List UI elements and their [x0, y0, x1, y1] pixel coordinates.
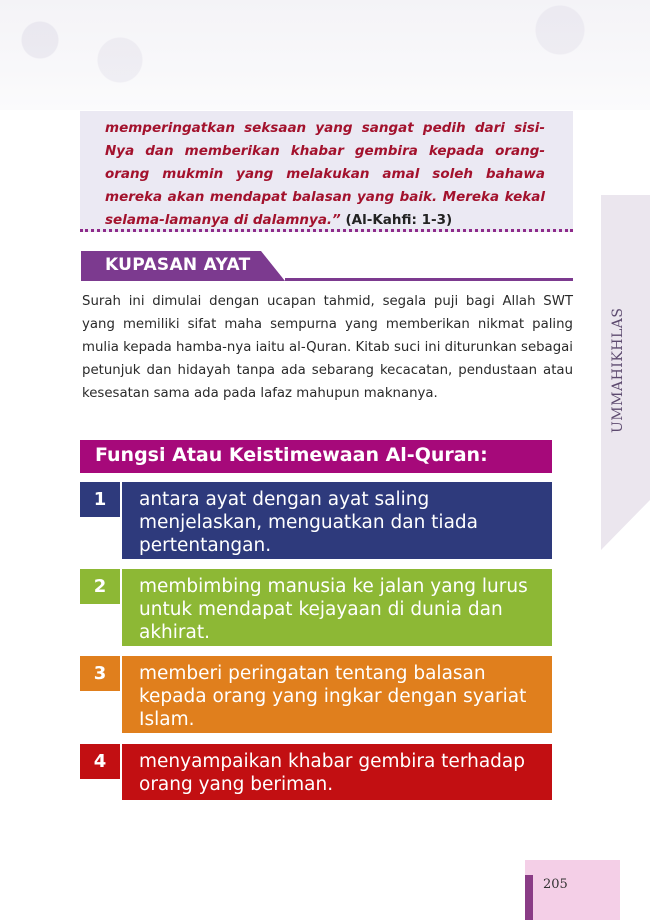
- section-header: [81, 251, 285, 281]
- functions-heading: Fungsi Atau Keistimewaan Al-Quran:: [80, 440, 552, 473]
- function-number: 4: [80, 744, 120, 779]
- side-label: UMMAHIKHLAS: [610, 307, 626, 433]
- quote-body: memperingatkan seksaan yang sangat pedih dari sisi-Nya dan memberikan khabar gembira kepada orang-orang mukmin yang melakukan amal soleh bahawa mereka akan mendapat balasan yang baik. Mereka kekal selama-lamanya di dalamnya.”: [105, 120, 545, 228]
- header-pattern: [0, 0, 650, 110]
- function-number: 3: [80, 656, 120, 691]
- quote-reference: (Al-Kahfi: 1-3): [345, 212, 453, 228]
- quote-text: [105, 117, 545, 232]
- section-title: KUPASAN AYAT: [105, 255, 251, 275]
- function-text: membimbing manusia ke jalan yang lurus untuk mendapat kejayaan di dunia dan akhirat.: [122, 569, 552, 646]
- function-text: memberi peringatan tentang balasan kepada orang yang ingkar dengan syariat Islam.: [122, 656, 552, 733]
- function-number: 2: [80, 569, 120, 604]
- quote-box: [80, 111, 573, 232]
- side-tab-tip: [601, 500, 650, 550]
- page-number-bar: [525, 875, 533, 920]
- function-number: 1: [80, 482, 120, 517]
- function-text: menyampaikan khabar gembira terhadap orang yang beriman.: [122, 744, 552, 800]
- page-number: 205: [543, 877, 568, 892]
- body-paragraph: Surah ini dimulai dengan ucapan tahmid, segala puji bagi Allah SWT yang memiliki sifat maha sempurna yang memberikan nikmat paling mulia kepada hamba-nya iaitu al-Quran. Kitab suci ini diturunkan sebagai petunjuk dan hidayah tanpa ada sebarang kecacatan, pendustaan atau kesesatan sama ada pada lafaz mahupun maknanya.: [82, 294, 573, 401]
- section-rule: [285, 278, 573, 281]
- function-text: antara ayat dengan ayat saling menjelaskan, menguatkan dan tiada pertentangan.: [122, 482, 552, 559]
- page-number-box: [525, 860, 620, 920]
